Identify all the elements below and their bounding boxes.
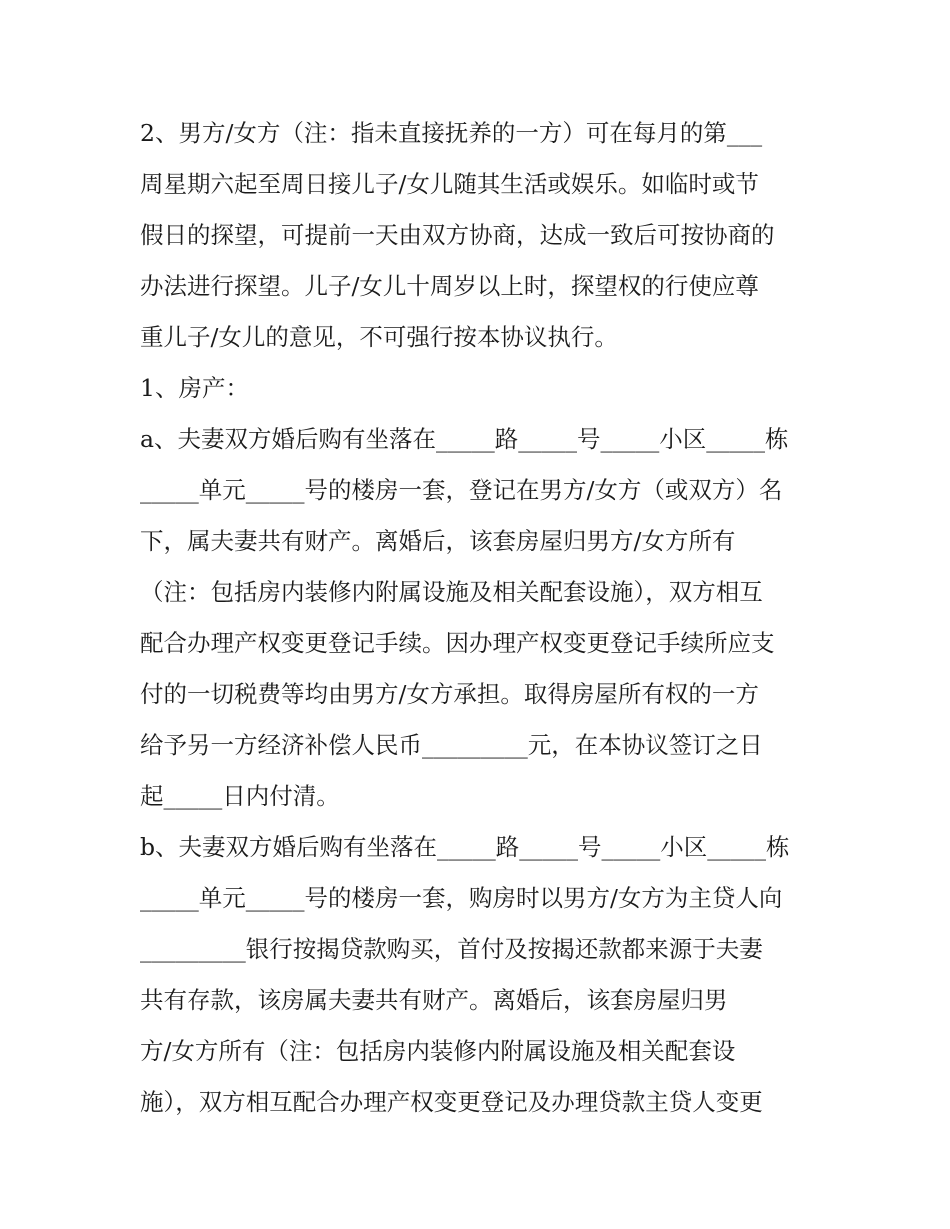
- text-line: _____单元_____号的楼房一套，购房时以男方/女方为主贷人向: [140, 884, 783, 912]
- text-line: 2、男方/女方（注：指未直接抚养的一方）可在每月的第___: [140, 119, 763, 147]
- text-line: 配合办理产权变更登记手续。因办理产权变更登记手续所应支: [140, 629, 775, 657]
- text-line: 下，属夫妻共有财产。离婚后，该套房屋归男方/女方所有: [140, 527, 736, 555]
- text-line: 方/女方所有（注：包括房内装修内附属设施及相关配套设: [140, 1037, 736, 1065]
- text-line: 起_____日内付清。: [140, 782, 340, 810]
- text-line: _________银行按揭贷款购买，首付及按揭还款都来源于夫妻: [140, 935, 763, 963]
- text-line: 重儿子/女儿的意见，不可强行按本协议执行。: [140, 323, 618, 351]
- text-line: 假日的探望，可提前一天由双方协商，达成一致后可按协商的: [140, 221, 775, 249]
- text-line: 办法进行探望。儿子/女儿十周岁以上时，探望权的行使应尊: [140, 272, 759, 300]
- text-line: 共有存款，该房属夫妻共有财产。离婚后，该套房屋归男: [140, 986, 728, 1014]
- text-line: a、夫妻双方婚后购有坐落在_____路_____号_____小区_____栋: [140, 425, 789, 453]
- text-line: 付的一切税费等均由男方/女方承担。取得房屋所有权的一方: [140, 680, 759, 708]
- text-line: _____单元_____号的楼房一套，登记在男方/女方（或双方）名: [140, 476, 783, 504]
- section-heading: 1、房产：: [140, 374, 249, 402]
- text-line: 施），双方相互配合办理产权变更登记及办理贷款主贷人变更: [140, 1088, 763, 1116]
- text-line: 给予另一方经济补偿人民币_________元，在本协议签订之日: [140, 731, 763, 759]
- document-body: [140, 108, 820, 1128]
- text-line: b、夫妻双方婚后购有坐落在_____路_____号_____小区_____栋: [140, 833, 790, 861]
- text-line: 周星期六起至周日接儿子/女儿随其生活或娱乐。如临时或节: [140, 170, 759, 198]
- text-line: （注：包括房内装修内附属设施及相关配套设施），双方相互: [140, 578, 763, 606]
